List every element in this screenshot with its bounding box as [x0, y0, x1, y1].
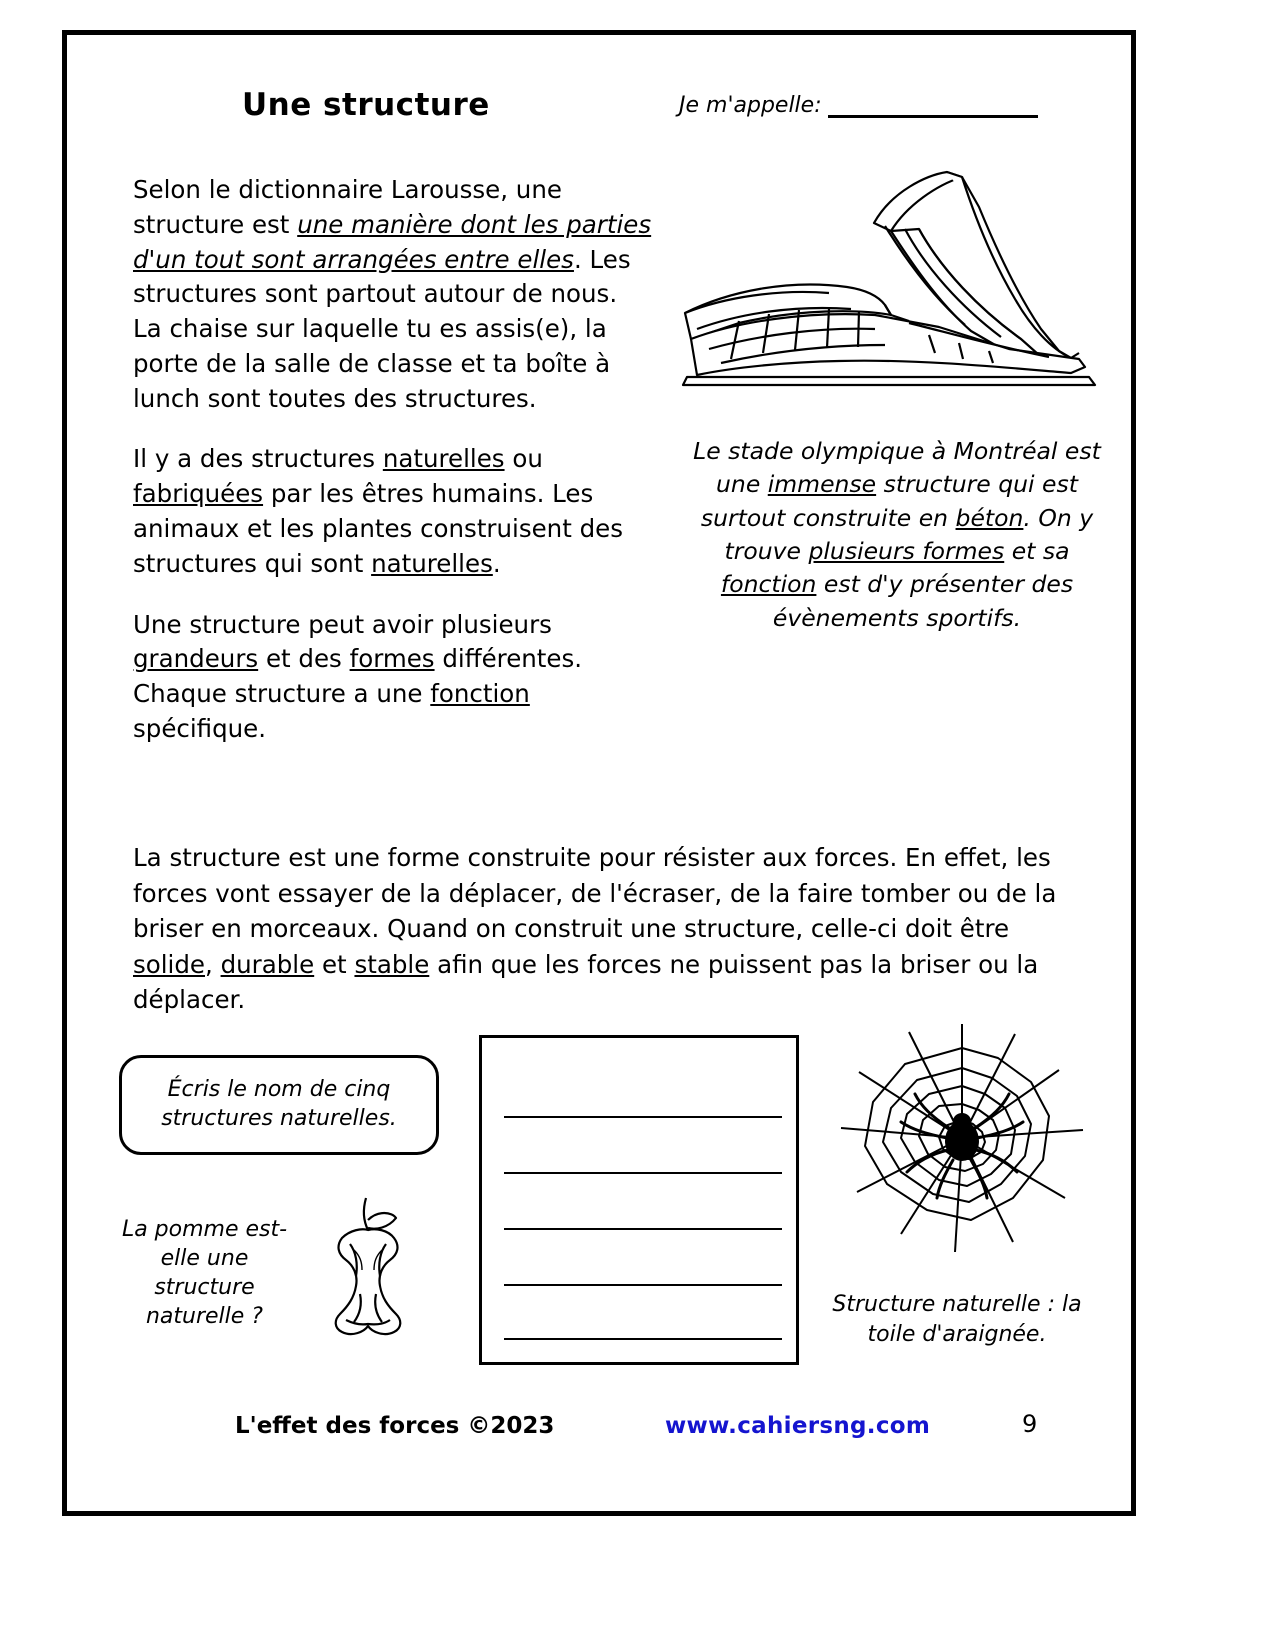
p1-part-b: . Les structures sont partout autour de nous. La chaise sur laquelle tu es assis(e), la porte de la salle de classe et ta boîte à lunch sont toutes des structures.: [133, 244, 631, 413]
p4-term-solide: solide: [133, 949, 205, 979]
instruction-bubble: Écris le nom de cinq structures naturelles.: [119, 1055, 439, 1155]
answer-line-1[interactable]: [504, 1116, 782, 1118]
apple-question-text: La pomme est-elle une structure naturelle ?: [121, 1217, 288, 1330]
name-blank-line[interactable]: [828, 93, 1038, 118]
p2-part-d: .: [492, 548, 501, 578]
paragraph-4: [133, 840, 1083, 1018]
p4-term-durable: durable: [220, 949, 315, 979]
intro-text-column: [133, 173, 653, 773]
p4-part-c: et: [314, 949, 355, 979]
p3-part-a: Une structure peut avoir plusieurs: [133, 609, 552, 639]
cap-part-c: . On y trouve: [724, 503, 1094, 566]
name-label: Je m'appelle:: [679, 93, 822, 118]
p4-part-a: La structure est une forme construite pour résister aux forces. En effet, les forces vont essayer de la déplacer, de l'écraser, de la faire tomber ou de la briser en morceaux. Quand on construit une structure, celle-ci doit être: [133, 843, 1057, 944]
paragraph-2: [133, 442, 653, 581]
answer-line-2[interactable]: [504, 1172, 782, 1174]
p2-term-naturelles: naturelles: [382, 444, 505, 474]
p3-part-d: spécifique.: [133, 713, 267, 743]
p3-part-b: et des: [258, 644, 350, 674]
answer-line-3[interactable]: [504, 1228, 782, 1230]
p1-definition: une manière dont les parties d'un tout sont arrangées entre elles: [133, 209, 652, 274]
stadium-illustration: [679, 163, 1109, 398]
p3-part-c: différentes. Chaque structure a une: [133, 644, 583, 709]
spider-web-icon: [835, 1020, 1090, 1255]
p3-term-grandeurs: grandeurs: [133, 644, 259, 674]
p3-term-fonction: fonction: [430, 679, 530, 709]
p2-part-c: par les êtres humains. Les animaux et les plantes construisent des structures qui sont: [133, 479, 623, 578]
p1-part-a: Selon le dictionnaire Larousse, une structure est: [133, 175, 562, 239]
web-caption: Structure naturelle : la toile d'araignée.: [832, 1292, 1082, 1347]
p2-part-a: Il y a des structures: [133, 444, 383, 474]
cap-term-fonction: fonction: [720, 570, 817, 599]
page-number: 9: [1022, 1410, 1038, 1438]
p2-term-naturelles-2: naturelles: [371, 548, 493, 578]
paragraph-3: [133, 608, 653, 747]
cap-term-immense: immense: [767, 470, 877, 499]
stadium-caption: [687, 435, 1107, 635]
student-name-field[interactable]: [679, 93, 1038, 118]
footer-website-link[interactable]: www.cahiersng.com: [665, 1413, 931, 1439]
cap-part-b: structure qui est surtout construite en: [700, 470, 1078, 532]
cap-part-d: et sa: [1004, 537, 1070, 566]
answer-line-5[interactable]: [504, 1338, 782, 1340]
cap-term-beton: béton: [955, 503, 1024, 532]
apple-core-icon: [302, 1190, 432, 1355]
cap-term-formes: plusieurs formes: [808, 537, 1005, 566]
cap-part-e: est d'y présenter des évènements sportifs.: [772, 570, 1074, 632]
answer-box[interactable]: [479, 1035, 799, 1365]
p4-part-b: ,: [205, 949, 221, 979]
worksheet-page: [62, 30, 1136, 1516]
answer-line-4[interactable]: [504, 1284, 782, 1286]
p2-part-b: ou: [504, 444, 543, 474]
p4-part-d: afin que les forces ne puissent pas la briser ou la déplacer.: [133, 949, 1039, 1015]
cap-part-a: Le stade olympique à Montréal est une: [693, 437, 1101, 499]
page-title: Une structure: [242, 87, 490, 123]
p2-term-fabriquees: fabriquées: [133, 479, 264, 509]
paragraph-1: [133, 173, 653, 416]
p4-term-stable: stable: [354, 949, 430, 979]
p3-term-formes: formes: [349, 644, 435, 674]
footer-copyright: L'effet des forces ©2023: [235, 1413, 555, 1439]
